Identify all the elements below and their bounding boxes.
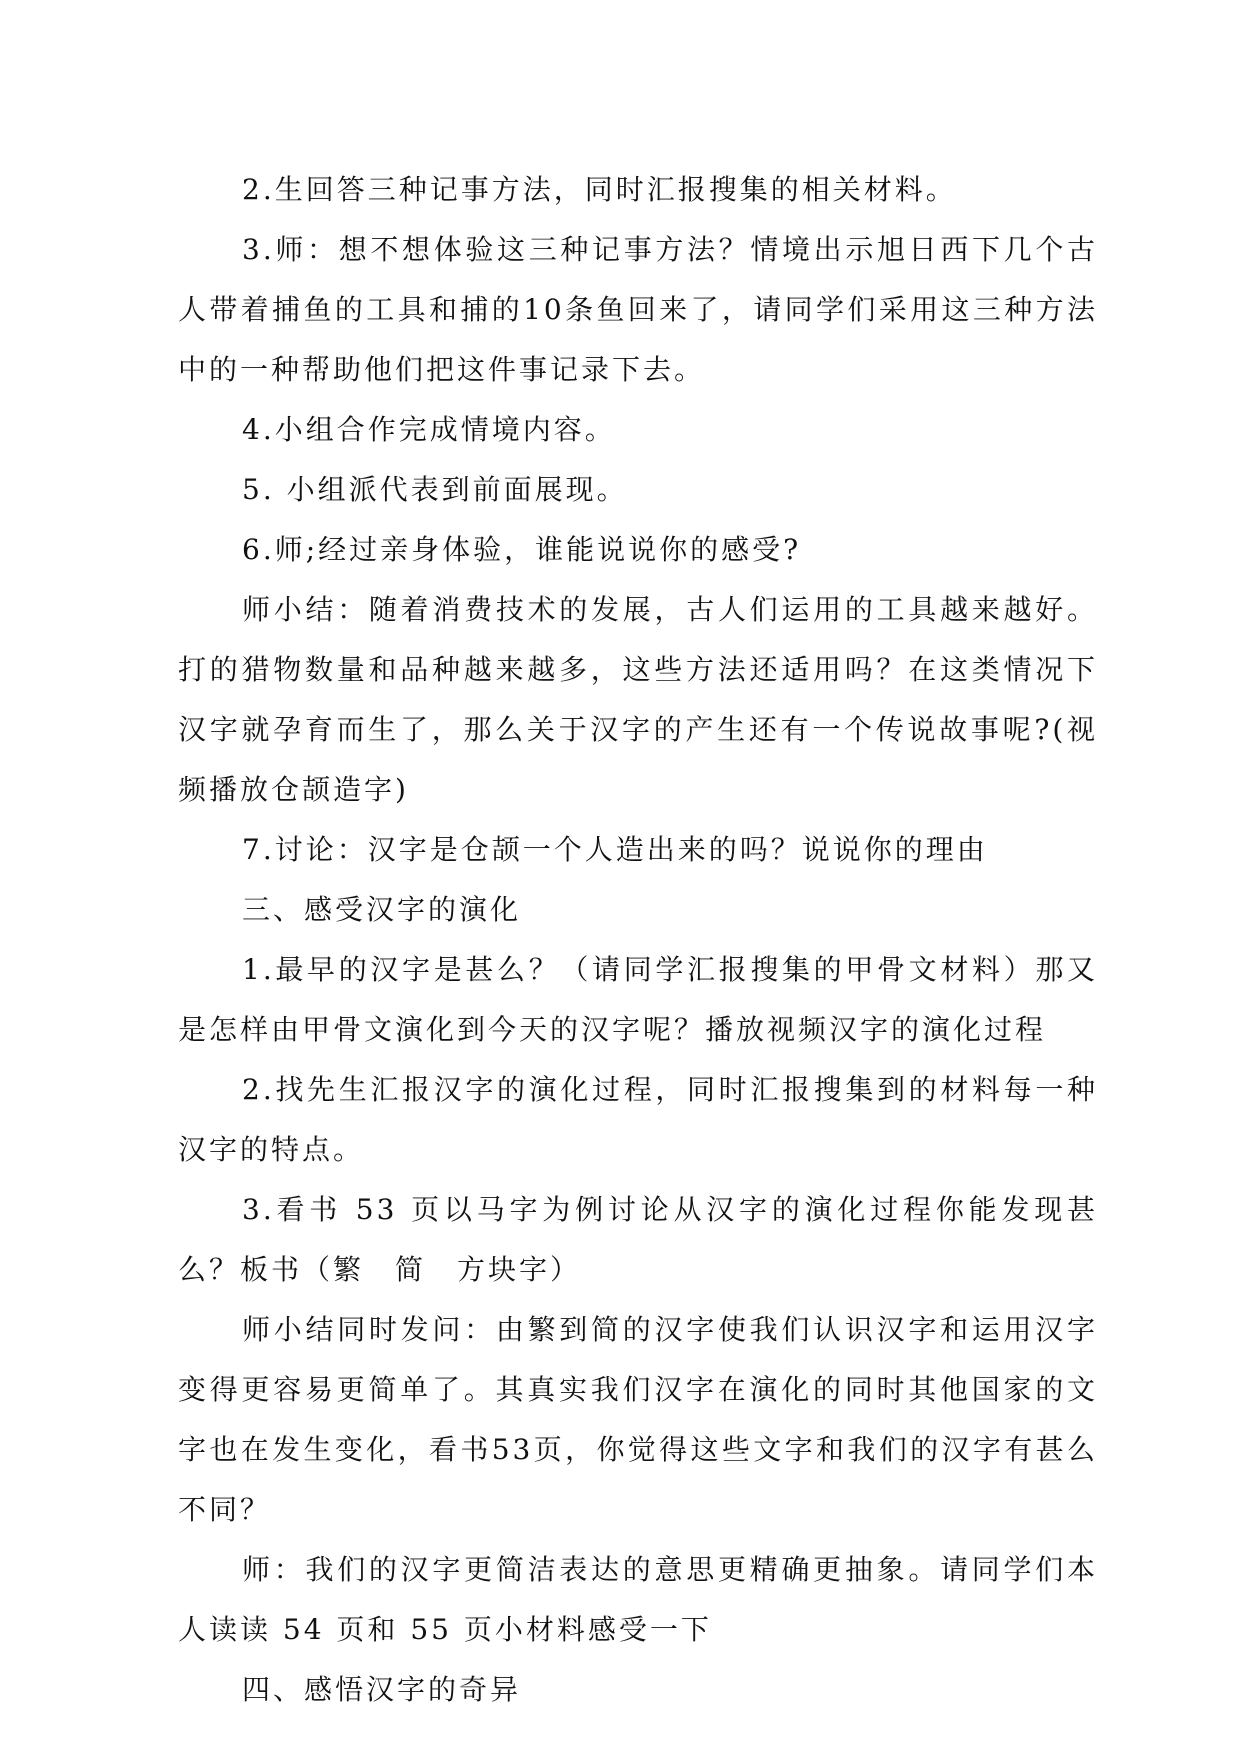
paragraph-evolution-3: 3.看书 53 页以马字为例讨论从汉字的演化过程你能发现甚么？板书（繁 简 方块字）: [178, 1193, 1098, 1286]
paragraph-step-2: 2.生回答三种记事方法，同时汇报搜集的相关材料。: [242, 173, 957, 206]
section-heading-3: 三、感受汉字的演化: [242, 893, 522, 926]
paragraph-evolution-1: 1.最早的汉字是甚么？（请同学汇报搜集的甲骨文材料）那又是怎样由甲骨文演化到今天的汉字呢？播放视频汉字的演化过程: [178, 953, 1098, 1046]
paragraph-teacher-remark: 师：我们的汉字更简洁表达的意思更精确更抽象。请同学们本人读读 54 页和 55 页小材料感受一下: [178, 1553, 1098, 1646]
paragraph-step-7: 7.讨论：汉字是仓颉一个人造出来的吗？说说你的理由: [242, 833, 988, 866]
paragraph-step-5: 5. 小组派代表到前面展现。: [242, 473, 628, 506]
paragraph-teacher-summary-2: 师小结同时发问：由繁到简的汉字使我们认识汉字和运用汉字变得更容易更简单了。其真实我们汉字在演化的同时其他国家的文字也在发生变化，看书53页，你觉得这些文字和我们的汉字有甚么不同？: [178, 1313, 1098, 1526]
paragraph-step-3: 3.师：想不想体验这三种记事方法？情境出示旭日西下几个古人带着捕鱼的工具和捕的10条鱼回来了，请同学们采用这三种方法中的一种帮助他们把这件事记录下去。: [178, 233, 1098, 386]
paragraph-evolution-2: 2.找先生汇报汉字的演化过程，同时汇报搜集到的材料每一种汉字的特点。: [178, 1073, 1098, 1166]
section-heading-4: 四、感悟汉字的奇异: [242, 1673, 522, 1706]
paragraph-teacher-summary-1: 师小结：随着消费技术的发展，古人们运用的工具越来越好。打的猎物数量和品种越来越多，这些方法还适用吗？在这类情况下汉字就孕育而生了，那么关于汉字的产生还有一个传说故事呢?(视频播放仓颉造字): [178, 593, 1098, 806]
document-body: [178, 160, 1098, 1720]
paragraph-step-4: 4.小组合作完成情境内容。: [242, 413, 616, 446]
paragraph-step-6: 6.师;经过亲身体验，谁能说说你的感受?: [242, 533, 802, 566]
